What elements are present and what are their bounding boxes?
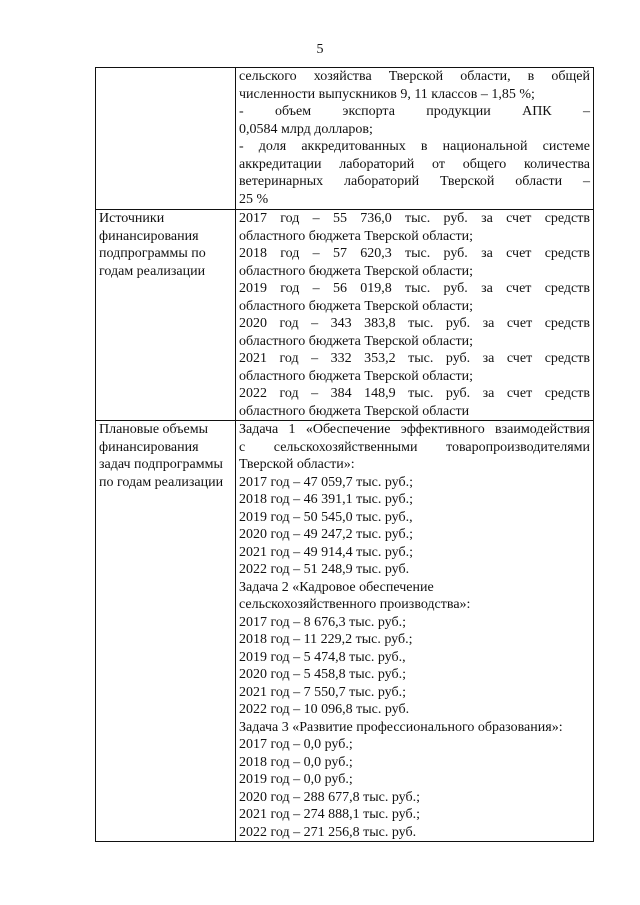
content-line: 2020 год – 343 383,8 тыс. руб. за счет средств	[239, 316, 590, 331]
content-line: областного бюджета Тверской области;	[239, 228, 473, 244]
content-line: 2021 год – 274 888,1 тыс. руб.;	[239, 807, 420, 822]
content-line: 2022 год – 384 148,9 тыс. руб. за счет средств	[239, 386, 590, 401]
table-row-indicators	[96, 68, 594, 210]
content-line: сельскохозяйственного производства»:	[239, 597, 471, 612]
content-line: областного бюджета Тверской области;	[239, 368, 473, 384]
row-label-indicators	[96, 68, 236, 210]
content-line: 2021 год – 49 914,4 тыс. руб.;	[239, 544, 413, 560]
content-line: областного бюджета Тверской области;	[239, 263, 473, 279]
content-line: 0,0584 млрд долларов;	[239, 121, 373, 137]
content-line: численности выпускников 9, 11 классов – 1,85 %;	[239, 86, 535, 102]
table-row-funding-sources	[96, 210, 594, 421]
content-line: областного бюджета Тверской области	[239, 403, 470, 419]
content-line: 2017 год – 8 676,3 тыс. руб.;	[239, 614, 406, 630]
content-line: 2021 год – 7 550,7 тыс. руб.;	[239, 684, 406, 700]
content-line: аккредитации лабораторий от общего количества	[239, 156, 590, 172]
content-line: 2017 год – 55 736,0 тыс. руб. за счет средств	[239, 211, 590, 226]
content-line: 2020 год – 288 677,8 тыс. руб.;	[239, 789, 420, 805]
content-line: 2021 год – 332 353,2 тыс. руб. за счет средств	[239, 351, 590, 366]
content-line: 2022 год – 271 256,8 тыс. руб.	[239, 824, 417, 840]
content-line: 25 %	[239, 191, 269, 207]
row-content-indicators	[236, 68, 594, 210]
content-line: Тверской области»:	[239, 457, 355, 472]
content-line: 2018 год – 46 391,1 тыс. руб.;	[239, 492, 413, 507]
content-line: 2020 год – 5 458,8 тыс. руб.;	[239, 667, 406, 682]
row-content-task-funding	[236, 421, 594, 842]
table-row-task-funding	[96, 421, 594, 842]
content-line: с сельскохозяйственными товаропроизводителями	[239, 439, 590, 455]
content-line: 2020 год – 49 247,2 тыс. руб.;	[239, 527, 413, 542]
content-line: - объем экспорта продукции АПК –	[239, 104, 590, 119]
content-line: 2018 год – 11 229,2 тыс. руб.;	[239, 632, 413, 647]
content-line: ветеринарных лабораторий Тверской области –	[239, 174, 590, 189]
content-line: Задача 3 «Развитие профессионального образования»:	[239, 719, 563, 735]
content-line: сельского хозяйства Тверской области, в общей	[239, 69, 590, 84]
content-line: 2019 год – 50 545,0 тыс. руб.,	[239, 509, 413, 525]
content-line: областного бюджета Тверской области;	[239, 333, 473, 349]
row-label-task-funding: Плановые объемы финансирования задач подпрограммы по годам реализации	[96, 421, 236, 842]
content-line: 2018 год – 57 620,3 тыс. руб. за счет средств	[239, 246, 590, 261]
content-line: Задача 2 «Кадровое обеспечение	[239, 579, 434, 595]
row-content-funding-sources	[236, 210, 594, 421]
page-number: 5	[316, 42, 324, 57]
content-line: 2022 год – 10 096,8 тыс. руб.	[239, 702, 410, 717]
content-line: 2018 год – 0,0 руб.;	[239, 754, 353, 770]
content-line: 2017 год – 0,0 руб.;	[239, 737, 353, 752]
content-line: - доля аккредитованных в национальной системе	[239, 139, 590, 154]
content-line: 2019 год – 5 474,8 тыс. руб.,	[239, 649, 406, 665]
row-label-funding-sources: Источники финансирования подпрограммы по годам реализации	[96, 210, 236, 421]
content-line: 2019 год – 0,0 руб.;	[239, 772, 353, 787]
content-line: 2017 год – 47 059,7 тыс. руб.;	[239, 474, 413, 490]
content-line: 2019 год – 56 019,8 тыс. руб. за счет средств	[239, 281, 590, 296]
content-line: областного бюджета Тверской области;	[239, 298, 473, 314]
content-line: 2022 год – 51 248,9 тыс. руб.	[239, 562, 410, 577]
subprogram-passport-table	[95, 67, 594, 842]
content-line: Задача 1 «Обеспечение эффективного взаимодействия	[239, 422, 590, 437]
